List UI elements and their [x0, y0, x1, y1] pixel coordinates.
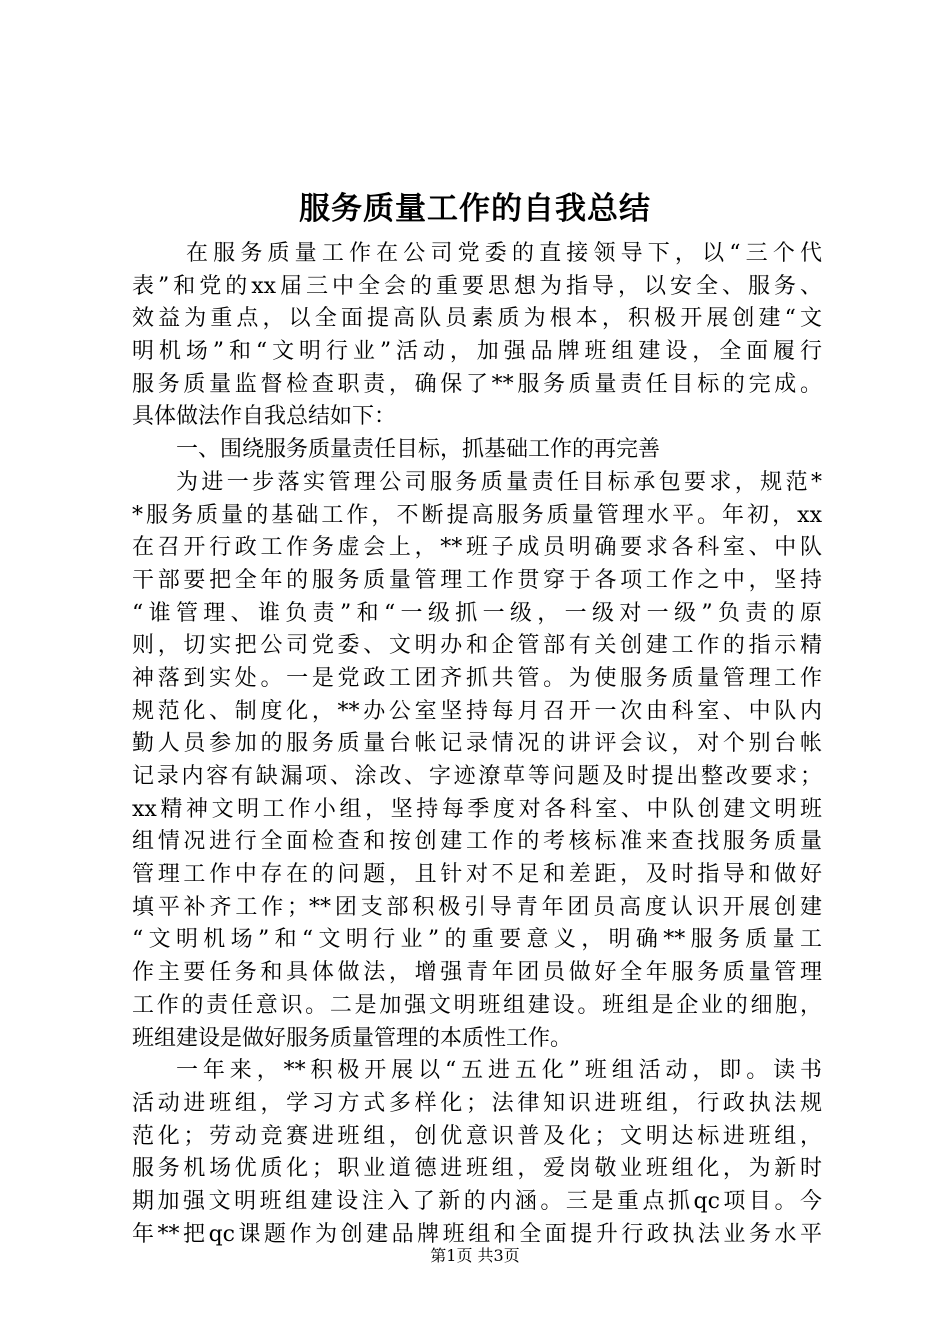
body-line: 神落到实处。一是党政工团齐抓共管。为使服务质量管理工作: [132, 665, 822, 691]
body-line: 班组建设是做好服务质量管理的本质性工作。: [132, 1025, 573, 1051]
body-line: xx精神文明工作小组，坚持每季度对各科室、中队创建文明班: [132, 796, 822, 822]
body-line: 为进一步落实管理公司服务质量责任目标承包要求，规范*: [176, 469, 822, 495]
body-line: 规范化、制度化，**办公室坚持每月召开一次由科室、中队内: [132, 698, 822, 724]
body-line: 在召开行政工作务虚会上，**班子成员明确要求各科室、中队: [132, 535, 822, 561]
body-line: “文明机场”和“文明行业”的重要意义，明确**服务质量工: [132, 927, 822, 953]
body-line: 勤人员参加的服务质量台帐记录情况的讲评会议，对个别台帐: [132, 731, 822, 757]
section-heading: 一、围绕服务质量责任目标，抓基础工作的再完善: [176, 437, 661, 463]
body-line: 一年来，**积极开展以“五进五化”班组活动，即。读书: [176, 1058, 822, 1084]
body-line: 具体做法作自我总结如下：: [132, 404, 397, 430]
body-line: 在服务质量工作在公司党委的直接领导下，以“三个代: [186, 241, 822, 266]
body-line: 服务质量监督检查职责，确保了**服务质量责任目标的完成。: [132, 371, 822, 397]
body-line: 服务机场优质化；职业道德进班组，爱岗敬业班组化，为新时: [132, 1156, 822, 1182]
body-line: 组情况进行全面检查和按创建工作的考核标准来查找服务质量: [132, 829, 822, 855]
body-line: 表”和党的xx届三中全会的重要思想为指导，以安全、服务、: [132, 273, 822, 299]
body-line: 则，切实把公司党委、文明办和企管部有关创建工作的指示精: [132, 633, 822, 659]
body-line: *服务质量的基础工作，不断提高服务质量管理水平。年初，xx: [132, 502, 822, 528]
body-line: “谁管理、谁负责”和“一级抓一级，一级对一级”负责的原: [132, 600, 822, 626]
body-line: 记录内容有缺漏项、涂改、字迹潦草等问题及时提出整改要求；: [132, 764, 822, 789]
body-line: 作主要任务和具体做法，增强青年团员做好全年服务质量管理: [132, 960, 822, 986]
body-line: 期加强文明班组建设注入了新的内涵。三是重点抓qc项目。今: [132, 1188, 822, 1214]
body-line: 活动进班组，学习方式多样化；法律知识进班组，行政执法规: [132, 1090, 822, 1116]
body-line: 范化；劳动竞赛进班组，创优意识普及化；文明达标进班组，: [132, 1123, 822, 1149]
document-title: 服务质量工作的自我总结: [299, 191, 651, 227]
body-line: 工作的责任意识。二是加强文明班组建设。班组是企业的细胞，: [132, 992, 822, 1018]
body-line: 管理工作中存在的问题，且针对不足和差距，及时指导和做好: [132, 862, 822, 888]
body-line: 明机场”和“文明行业”活动，加强品牌班组建设，全面履行: [132, 339, 822, 365]
page-number-footer: 第1页 共3页: [430, 1246, 520, 1265]
body-line: 年**把qc课题作为创建品牌班组和全面提升行政执法业务水平: [132, 1221, 822, 1247]
body-line: 干部要把全年的服务质量管理工作贯穿于各项工作之中，坚持: [132, 567, 822, 593]
body-line: 填平补齐工作；**团支部积极引导青年团员高度认识开展创建: [132, 894, 822, 920]
document-body: [132, 238, 822, 1251]
body-line: 效益为重点，以全面提高队员素质为根本，积极开展创建“文: [132, 306, 822, 332]
